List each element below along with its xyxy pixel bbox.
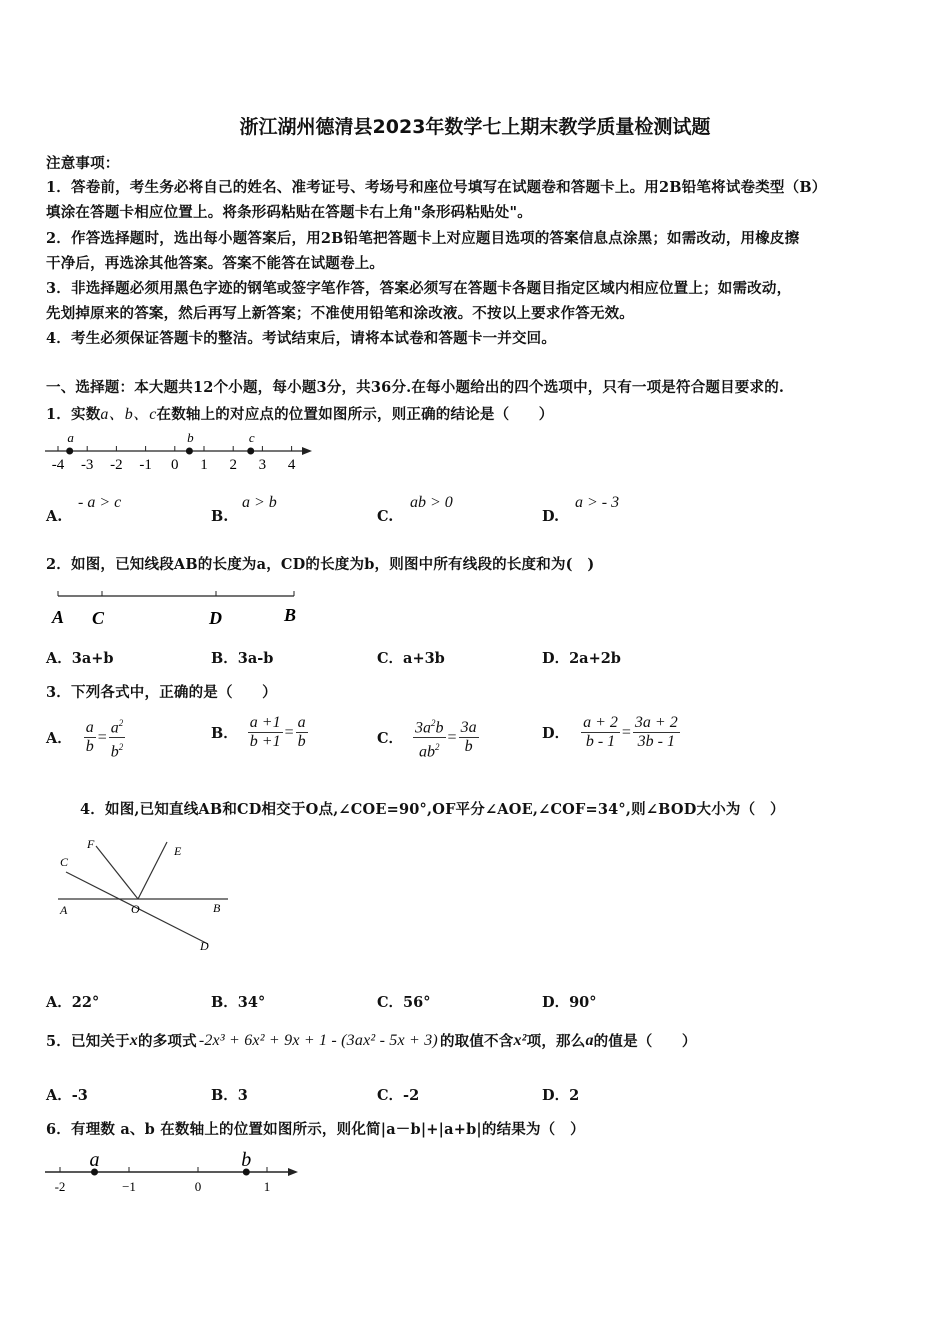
point-label: b [187, 430, 194, 445]
q4-option-a[interactable]: A．22° [46, 994, 100, 1011]
tick-label: 1 [200, 457, 208, 473]
question-6-number-line [40, 1146, 310, 1202]
question-1-stem: 1．实数a、b、c在数轴上的对应点的位置如图所示，则正确的结论是（ ） [46, 406, 554, 423]
point-c [247, 448, 254, 455]
page-title: 浙江湖州德清县2023年数学七上期末教学质量检测试题 [239, 116, 711, 138]
tick-label: -3 [80, 457, 94, 473]
tick-label: -2 [54, 1179, 66, 1194]
tick-label: 3 [258, 457, 267, 473]
q3-option-c[interactable]: C． $\frac{3a^2b}{ab^2}$ = $\frac{3a}{b}$ [377, 714, 479, 762]
label-B: B [284, 605, 297, 625]
label-C: C [92, 608, 105, 628]
label-D: D [200, 939, 209, 953]
q1-option-a[interactable]: A. [46, 508, 63, 525]
point-b [186, 448, 193, 455]
q1-option-b[interactable]: B. [211, 508, 229, 525]
tick-label: -1 [139, 457, 152, 473]
point-label: a [67, 430, 74, 445]
tick-label: 4 [287, 457, 296, 473]
notice-line: 4．考生必须保证答题卡的整洁。考试结束后，请将本试卷和答题卡一并交回。 [46, 330, 557, 347]
section-heading: 一、选择题：本大题共12个小题，每小题3分，共36分.在每小题给出的四个选项中，只有一项是符合题目要求的. [46, 379, 785, 396]
tick-label: 1 [263, 1179, 271, 1194]
q5-option-b[interactable]: B．3 [211, 1087, 248, 1104]
notice-line: 先划掉原来的答案，然后再写上新答案；不准使用铅笔和涂改液。不按以上要求作答无效。 [46, 305, 634, 322]
tick-label: -2 [110, 457, 123, 473]
tick-label: 0 [194, 1179, 202, 1194]
q1-option-b-math: a > b [242, 494, 277, 511]
q3-option-a[interactable]: A． $\frac{a}{b}$ = $\frac{a^2}{b^2}$ [46, 714, 125, 762]
q1-option-d-math: a > - 3 [575, 494, 620, 511]
q2-option-a[interactable]: A．3a+b [46, 650, 114, 667]
label-O: O [131, 902, 140, 916]
q4-option-d[interactable]: D．90° [542, 994, 597, 1011]
q1-option-c[interactable]: C. [377, 508, 394, 525]
q5-option-d[interactable]: D．2 [542, 1087, 580, 1104]
notice-heading: 注意事项： [46, 155, 120, 172]
notice-line: 3．非选择题必须用黑色字迹的钢笔或签字笔作答，答案必须写在答题卡各题目指定区域内相应位置上；如需改动， [46, 280, 792, 297]
question-5-stem: 5．已知关于 x 的多项式 -2x³ + 6x² + 9x + 1 - (3ax² - 5x + 3) 的取值不含 x² 项，那么 a 的值是（ ） [46, 1031, 697, 1050]
tick-label: -4 [51, 457, 65, 473]
notice-line: 2．作答选择题时，选出每小题答案后，用2B铅笔把答题卡上对应题目选项的答案信息点涂黑；如需改动，用橡皮擦 [46, 230, 800, 247]
q5-option-a[interactable]: A．-3 [46, 1087, 88, 1104]
point-label: b [241, 1149, 252, 1171]
label-B: B [213, 901, 221, 915]
q1-option-a-math: - a > c [78, 494, 122, 511]
question-2-stem: 2．如图，已知线段AB的长度为a，CD的长度为b，则图中所有线段的长度和为( ) [46, 556, 595, 573]
label-A: A [60, 903, 68, 917]
question-6-stem: 6．有理数 a、b 在数轴上的位置如图所示，则化简|a－b|+|a+b|的结果为（ ） [46, 1121, 585, 1138]
point-label: a [89, 1149, 100, 1171]
q4-option-b[interactable]: B．34° [211, 994, 266, 1011]
q1-option-d[interactable]: D. [542, 508, 560, 525]
q2-option-d[interactable]: D．2a+2b [542, 650, 621, 667]
q5-option-c[interactable]: C．-2 [377, 1087, 420, 1104]
q2-option-b[interactable]: B．3a-b [211, 650, 274, 667]
question-1-number-line [40, 424, 320, 476]
tick-label: 0 [171, 457, 179, 473]
notice-line: 1．答卷前，考生务必将自己的姓名、准考证号、考场号和座位号填写在试题卷和答题卡上。用2B铅笔将试卷类型（B） [46, 179, 827, 196]
point-a [66, 448, 73, 455]
label-D: D [209, 608, 222, 628]
q3-option-b[interactable]: B． $\frac{a +1}{b +1}$ = $\frac{a}{b}$ [211, 714, 306, 750]
label-F: F [87, 837, 95, 851]
q1-option-c-math: ab > 0 [410, 494, 453, 511]
label-E: E [174, 844, 182, 858]
q5-expression: -2x³ + 6x² + 9x + 1 - (3ax² - 5x + 3) [198, 1031, 438, 1049]
question-2-segment-figure [44, 586, 314, 634]
q3-option-d[interactable]: D． $\frac{a + 2}{b - 1}$ = $\frac{3a + 2}{3b - 1}$ [542, 714, 678, 750]
label-C: C [60, 855, 69, 869]
question-4-stem: 4．如图,已知直线AB和CD相交于O点,∠COE=90°,OF平分∠AOE,∠COF=34°,则∠BOD大小为（ ） [80, 801, 785, 818]
q4-option-c[interactable]: C．56° [377, 994, 431, 1011]
notice-line: 填涂在答题卡相应位置上。将条形码粘贴在答题卡右上角"条形码粘贴处"。 [46, 204, 532, 221]
notice-line: 干净后，再选涂其他答案。答案不能答在试题卷上。 [46, 255, 385, 272]
tick-label: −1 [122, 1179, 136, 1194]
point-label: c [248, 430, 255, 445]
label-A: A [52, 607, 65, 627]
tick-label: 2 [229, 457, 237, 473]
question-4-angle-figure [50, 832, 240, 962]
question-3-stem: 3．下列各式中，正确的是（ ） [46, 684, 277, 701]
q2-option-c[interactable]: C．a+3b [377, 650, 445, 667]
